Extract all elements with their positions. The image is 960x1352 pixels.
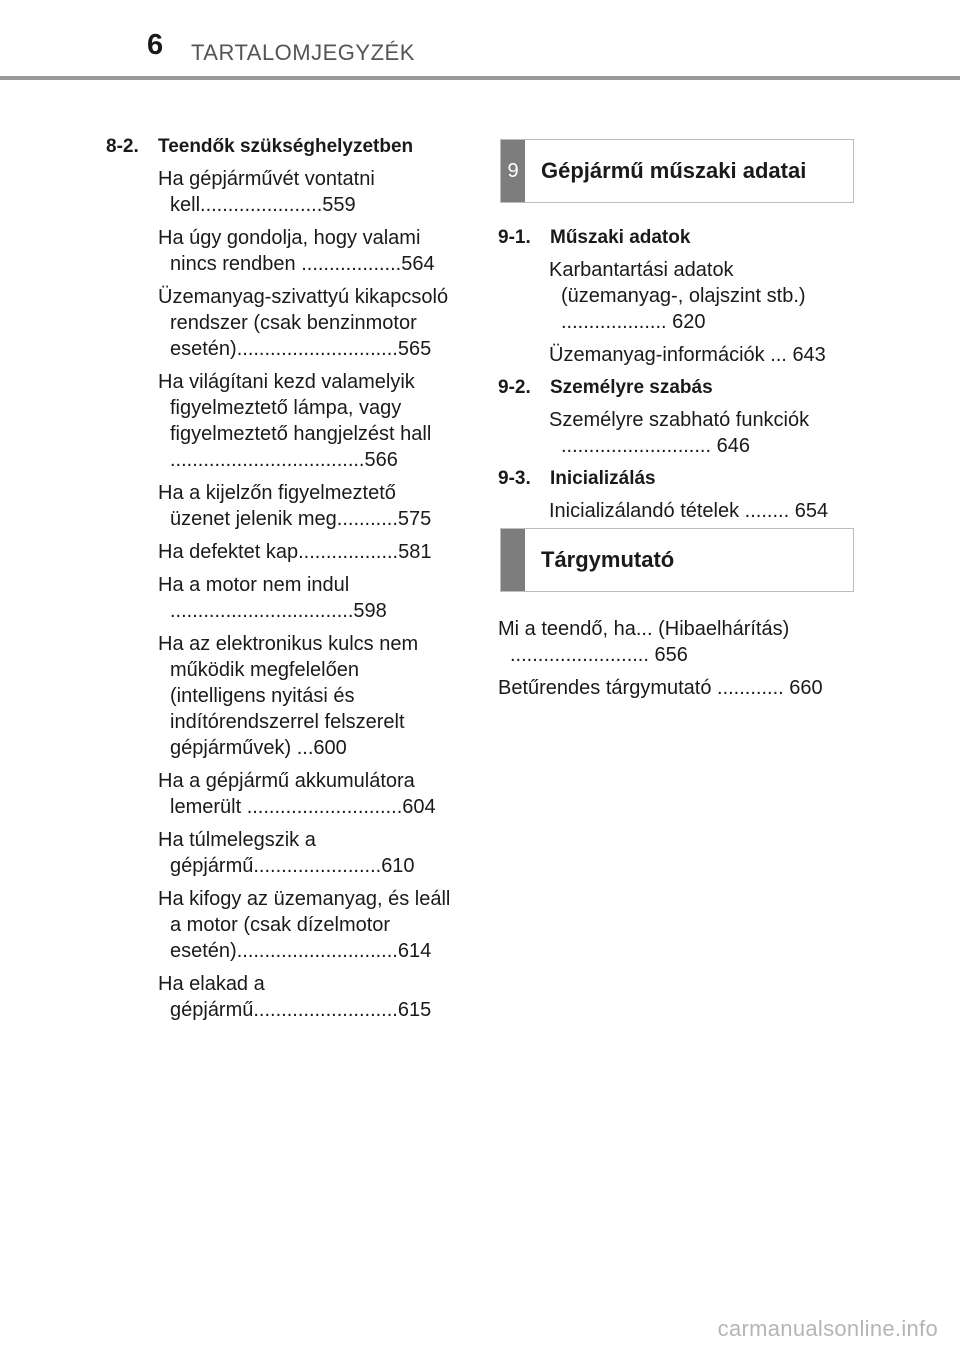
right-column <box>498 225 843 531</box>
index-block[interactable] <box>500 528 854 592</box>
watermark: carmanualsonline.info <box>717 1316 938 1341</box>
toc-entry[interactable] <box>106 768 451 820</box>
page-number: 6 <box>147 29 164 61</box>
section-heading <box>106 134 451 160</box>
entry-text: Ha a gépjármű akkumulátora lemerült ............................ <box>158 770 415 818</box>
toc-entry[interactable] <box>106 886 451 964</box>
entry-page: 654 <box>794 500 829 522</box>
entry-text: Karbantartási adatok (üzemanyag-, olajszint stb.) ................... <box>549 259 806 333</box>
chapter-number: 9 <box>507 159 519 182</box>
toc-entry[interactable] <box>106 572 451 624</box>
toc-entry[interactable] <box>498 616 843 668</box>
entry-page: 643 <box>792 344 826 366</box>
entry-page: 646 <box>716 435 750 457</box>
index-list <box>498 616 843 708</box>
toc-entry[interactable] <box>498 675 843 701</box>
entry-page: 656 <box>654 644 688 666</box>
entry-page: 564 <box>401 253 435 275</box>
entry-page: 615 <box>397 999 432 1021</box>
left-column <box>106 134 451 1030</box>
toc-entry[interactable] <box>106 225 451 277</box>
section-number: 9-1. <box>498 227 531 248</box>
toc-entry[interactable] <box>106 539 451 565</box>
section-title: Műszaki adatok <box>550 227 691 248</box>
entry-text: Üzemanyag-információk ... <box>549 344 787 366</box>
entry-text: Inicializálandó tételek ........ <box>549 500 790 522</box>
toc-entry[interactable] <box>106 827 451 879</box>
section-title: Teendők szükséghelyzetben <box>158 136 414 157</box>
chapter-9-block[interactable] <box>500 139 854 203</box>
header-rule <box>0 76 960 80</box>
entry-text: Ha a motor nem indul ................................. <box>158 574 354 622</box>
entry-page: 604 <box>402 796 436 818</box>
section-title: Személyre szabás <box>550 377 713 398</box>
entry-page: 581 <box>398 541 432 563</box>
toc-entry[interactable] <box>106 971 451 1023</box>
toc-entry[interactable] <box>498 498 843 524</box>
entry-page: 559 <box>322 194 356 216</box>
section-number: 8-2. <box>106 136 139 157</box>
toc-entry[interactable] <box>498 257 843 335</box>
toc-entry[interactable] <box>498 407 843 459</box>
section-number: 9-3. <box>498 468 531 489</box>
entry-page: 598 <box>353 600 387 622</box>
entry-text: Ha az elektronikus kulcs nem működik megfelelően (intelligens nyitási és indítórendszerrel felszerelt gépjárművek) ... <box>158 633 419 759</box>
entry-text: Személyre szabható funkciók ........................... <box>549 409 810 457</box>
entry-text: Ha elakad a gépjármű.......................... <box>158 973 398 1021</box>
entry-page: 660 <box>789 677 823 699</box>
entry-page: 610 <box>381 855 415 877</box>
section-heading <box>498 225 843 251</box>
entry-text: Üzemanyag-szivattyú kikapcsoló rendszer (csak benzinmotor esetén)............................. <box>158 286 449 360</box>
toc-entry[interactable] <box>106 284 451 362</box>
index-title: Tárgymutató <box>541 547 675 572</box>
section-title: Inicializálás <box>550 468 656 489</box>
section-heading <box>498 375 843 401</box>
entry-text: Ha gépjárművét vontatni kell...................... <box>158 168 375 216</box>
toc-entry[interactable] <box>106 631 451 761</box>
entry-text: Ha a kijelzőn figyelmeztető üzenet jelenik meg........... <box>158 482 398 530</box>
entry-text: Betűrendes tárgymutató ............ <box>498 677 784 699</box>
entry-text: Ha túlmelegszik a gépjármű....................... <box>158 829 382 877</box>
entry-text: Mi a teendő, ha... (Hibaelhárítás) ......................... <box>498 618 790 666</box>
entry-text: Ha kifogy az üzemanyag, és leáll a motor (csak dízelmotor esetén)............................. <box>158 888 451 962</box>
entry-page: 614 <box>397 940 432 962</box>
entry-page: 600 <box>313 737 347 759</box>
chapter-title: Gépjármű műszaki adatai <box>541 158 807 183</box>
toc-entry[interactable] <box>106 369 451 473</box>
entry-page: 575 <box>397 508 432 530</box>
entry-page: 620 <box>672 311 706 333</box>
toc-entry[interactable] <box>498 342 843 368</box>
entry-page: 566 <box>364 449 398 471</box>
entry-text: Ha úgy gondolja, hogy valami nincs rendben .................. <box>158 227 421 275</box>
index-tab-bar <box>501 529 525 591</box>
header-title: TARTALOMJEGYZÉK <box>191 40 415 65</box>
entry-page: 565 <box>397 338 432 360</box>
entry-text: Ha világítani kezd valamelyik figyelmeztető lámpa, vagy figyelmeztető hangjelzést hall ................................... <box>158 371 432 471</box>
entry-text: Ha defektet kap.................. <box>158 541 399 563</box>
section-heading <box>498 466 843 492</box>
page-header <box>0 0 960 80</box>
toc-entry[interactable] <box>106 480 451 532</box>
toc-entry[interactable] <box>106 166 451 218</box>
section-number: 9-2. <box>498 377 531 398</box>
